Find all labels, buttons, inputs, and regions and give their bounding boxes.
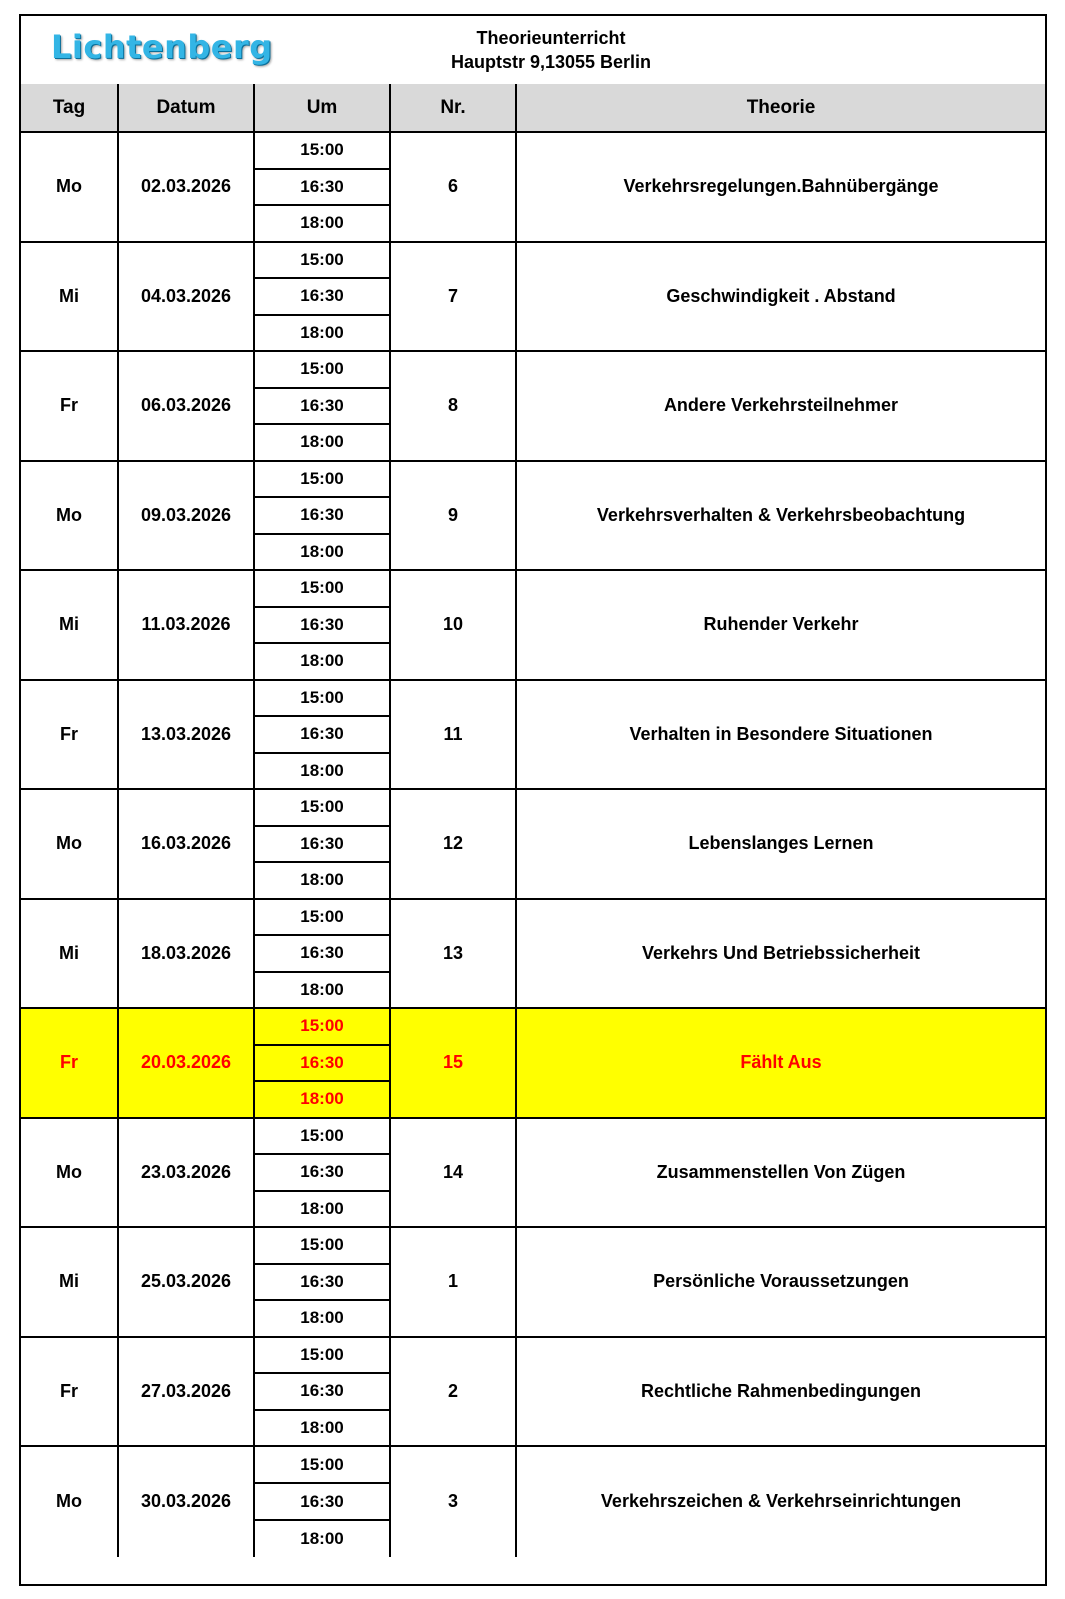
cell-times	[255, 243, 391, 351]
cell-theorie: Lebenslanges Lernen	[688, 833, 874, 854]
time-slot: 15:00	[255, 352, 389, 389]
time-slot: 16:30	[255, 717, 389, 754]
cell-theorie: Verkehrsverhalten & Verkehrsbeobachtung	[596, 504, 966, 525]
time-slot: 18:00	[300, 1089, 344, 1109]
cell-datum: 20.03.2026	[119, 1009, 255, 1117]
time-slot: 16:30	[255, 170, 389, 207]
cell-theorie: Zusammenstellen Von Zügen	[656, 1161, 906, 1182]
cell-times	[255, 790, 391, 898]
table-row	[21, 900, 1045, 1010]
cell-datum: 04.03.2026	[119, 243, 255, 351]
cell-nr: 6	[391, 133, 517, 241]
cell-theorie: Verkehrs Und Betriebssicherheit	[641, 942, 921, 963]
cell-theorie: Verhalten in Besondere Situationen	[629, 723, 933, 744]
cell-nr: 3	[391, 1447, 517, 1557]
cell-times	[255, 681, 391, 789]
time-slot: 18:00	[300, 322, 344, 342]
cell-theorie: Verkehrsregelungen.Bahnübergänge	[623, 176, 939, 197]
cell-nr: 8	[391, 352, 517, 460]
cell-times	[255, 1338, 391, 1446]
schedule-sheet	[19, 14, 1047, 1586]
cell-times	[255, 900, 391, 1008]
cell-theorie: Geschwindigkeit . Abstand	[666, 285, 896, 306]
cell-tag: Fr	[21, 681, 119, 789]
column-header-theorie: Theorie	[746, 96, 816, 118]
time-slot: 16:30	[255, 1046, 389, 1083]
table-row	[21, 681, 1045, 791]
cell-times	[255, 1228, 391, 1336]
time-slot: 15:00	[255, 1009, 389, 1046]
cell-datum: 02.03.2026	[119, 133, 255, 241]
time-slot: 16:30	[255, 389, 389, 426]
time-slot: 15:00	[255, 790, 389, 827]
cell-times	[255, 1119, 391, 1227]
time-slot: 15:00	[255, 1447, 389, 1484]
time-slot: 18:00	[300, 213, 344, 233]
cell-nr: 14	[391, 1119, 517, 1227]
cell-tag: Fr	[21, 1338, 119, 1446]
time-slot: 18:00	[300, 1198, 344, 1218]
cell-times	[255, 462, 391, 570]
time-slot: 18:00	[300, 1417, 344, 1437]
cell-tag: Mo	[21, 462, 119, 570]
cell-nr: 2	[391, 1338, 517, 1446]
time-slot: 15:00	[255, 1119, 389, 1156]
time-slot: 18:00	[300, 760, 344, 780]
table-row	[21, 1447, 1045, 1557]
table-row-cancelled	[21, 1009, 1045, 1119]
cell-nr: 15	[391, 1009, 517, 1117]
cell-times	[255, 352, 391, 460]
cell-tag: Mi	[21, 900, 119, 1008]
cell-datum: 11.03.2026	[119, 571, 255, 679]
table-row	[21, 1338, 1045, 1448]
time-slot: 15:00	[255, 571, 389, 608]
cell-datum: 09.03.2026	[119, 462, 255, 570]
cell-theorie: Rechtliche Rahmenbedingungen	[640, 1380, 922, 1401]
cell-nr: 12	[391, 790, 517, 898]
time-slot: 16:30	[255, 936, 389, 973]
time-slot: 15:00	[255, 243, 389, 280]
column-header-um: Um	[255, 84, 391, 131]
time-slot: 15:00	[255, 133, 389, 170]
time-slot: 15:00	[255, 900, 389, 937]
time-slot: 18:00	[300, 870, 344, 890]
cell-nr: 10	[391, 571, 517, 679]
cell-theorie: Persönliche Voraussetzungen	[653, 1271, 909, 1292]
table-row	[21, 133, 1045, 243]
time-slot: 16:30	[255, 608, 389, 645]
table-row	[21, 462, 1045, 572]
cell-tag: Mo	[21, 133, 119, 241]
cell-tag: Mo	[21, 1119, 119, 1227]
table-row	[21, 243, 1045, 353]
cell-datum: 23.03.2026	[119, 1119, 255, 1227]
cell-tag: Mo	[21, 790, 119, 898]
time-slot: 18:00	[300, 1528, 344, 1548]
cell-times	[255, 1009, 391, 1117]
cell-datum: 18.03.2026	[119, 900, 255, 1008]
cell-tag: Fr	[21, 1009, 119, 1117]
time-slot: 16:30	[255, 498, 389, 535]
cell-nr: 9	[391, 462, 517, 570]
table-header	[21, 84, 1045, 133]
page-title: Theorieunterricht	[476, 28, 626, 48]
table-row	[21, 352, 1045, 462]
cell-datum: 06.03.2026	[119, 352, 255, 460]
title-block	[361, 26, 741, 74]
time-slot: 16:30	[255, 279, 389, 316]
time-slot: 18:00	[300, 1308, 344, 1328]
table-row	[21, 1119, 1045, 1229]
cell-nr: 13	[391, 900, 517, 1008]
address: Hauptstr 9,13055 Berlin	[450, 52, 652, 72]
brand-logo: Lichtenberg	[51, 28, 273, 66]
time-slot: 18:00	[300, 979, 344, 999]
cell-theorie: Verkehrszeichen & Verkehrseinrichtungen	[600, 1491, 962, 1512]
cell-datum: 27.03.2026	[119, 1338, 255, 1446]
cell-tag: Fr	[21, 352, 119, 460]
table-body	[21, 133, 1045, 1557]
time-slot: 16:30	[255, 1265, 389, 1302]
time-slot: 16:30	[255, 1374, 389, 1411]
time-slot: 15:00	[255, 1228, 389, 1265]
cell-nr: 7	[391, 243, 517, 351]
cell-theorie: Andere Verkehrsteilnehmer	[663, 395, 899, 416]
time-slot: 15:00	[255, 1338, 389, 1375]
title-row	[21, 16, 1045, 86]
column-header-datum: Datum	[119, 84, 255, 131]
time-slot: 18:00	[300, 432, 344, 452]
column-header-nr: Nr.	[391, 84, 517, 131]
table-row	[21, 571, 1045, 681]
table-row	[21, 790, 1045, 900]
cell-datum: 13.03.2026	[119, 681, 255, 789]
cell-nr: 11	[391, 681, 517, 789]
cell-theorie: Ruhender Verkehr	[703, 614, 859, 635]
time-slot: 18:00	[300, 541, 344, 561]
table-row	[21, 1228, 1045, 1338]
cell-datum: 16.03.2026	[119, 790, 255, 898]
time-slot: 16:30	[255, 1484, 389, 1521]
time-slot: 15:00	[255, 462, 389, 499]
cell-tag: Mo	[21, 1447, 119, 1557]
cell-theorie: Fählt Aus	[740, 1052, 822, 1073]
cell-times	[255, 571, 391, 679]
cell-tag: Mi	[21, 243, 119, 351]
time-slot: 18:00	[300, 651, 344, 671]
cell-times	[255, 133, 391, 241]
time-slot: 15:00	[255, 681, 389, 718]
time-slot: 16:30	[255, 1155, 389, 1192]
cell-times	[255, 1447, 391, 1557]
cell-tag: Mi	[21, 1228, 119, 1336]
column-header-tag: Tag	[21, 84, 119, 131]
cell-tag: Mi	[21, 571, 119, 679]
time-slot: 16:30	[255, 827, 389, 864]
cell-nr: 1	[391, 1228, 517, 1336]
cell-datum: 30.03.2026	[119, 1447, 255, 1557]
cell-datum: 25.03.2026	[119, 1228, 255, 1336]
